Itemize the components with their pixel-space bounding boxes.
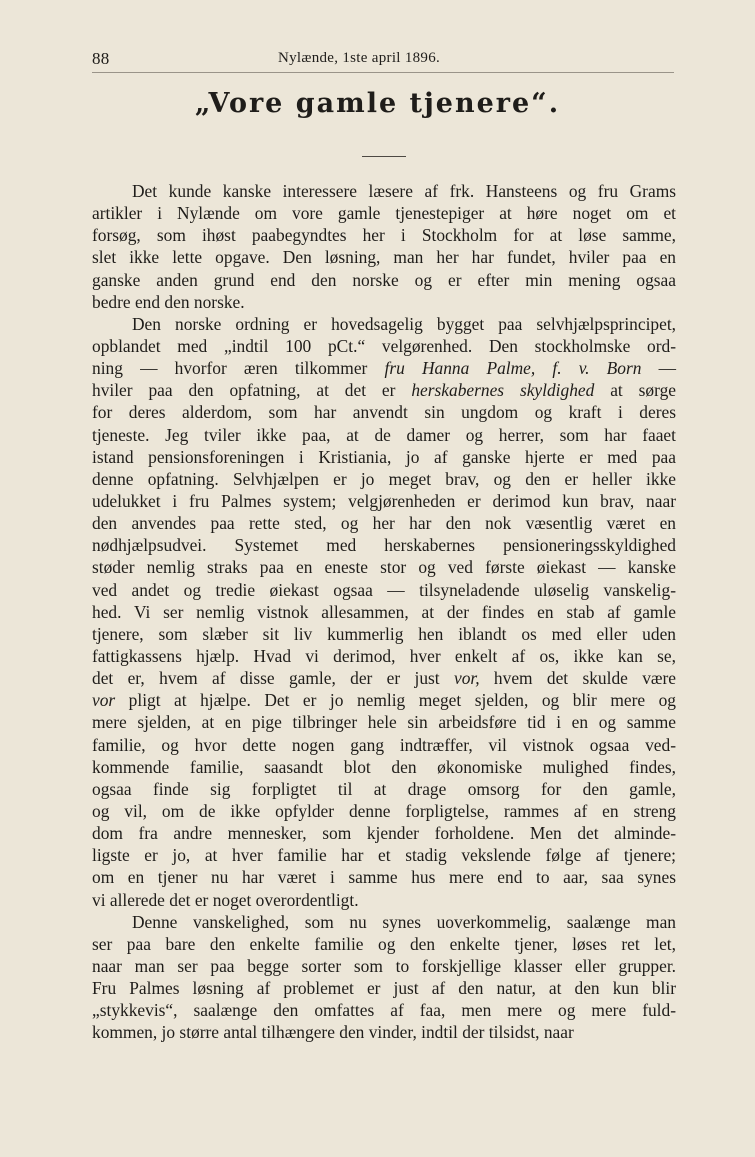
text-line: istand pensionsforeningen i Kristiania, jo af ganske hjerte er med paa — [92, 446, 676, 467]
text-line: vi allerede det er noget overordentligt. — [92, 889, 359, 910]
text-line: kommen, jo større antal tilhængere den vinder, indtil der tilsidst, naar — [92, 1022, 574, 1043]
text-line: forsøg, som ihøst paabegyndtes her i Stockholm for at løse samme, — [92, 225, 676, 246]
text-line: mere sjelden, at en pige tilbringer hele sin arbeidsføre tid i en og samme — [92, 712, 676, 733]
page-header — [92, 48, 674, 73]
text-line: udelukket i fru Palmes system; velgjørenheden er derimod kun brav, naar — [92, 490, 676, 511]
page-number: 88 — [92, 49, 110, 68]
text-line: fattigkassens hjælp. Hvad vi derimod, hver enkelt af os, ikke kan se, — [92, 645, 676, 666]
text-line: slet ikke lette opgave. Den løsning, man her har fundet, hviler paa en — [92, 247, 676, 268]
text-line: artikler i Nylænde om vore gamle tjenestepiger at høre noget om et — [92, 203, 676, 224]
emphasis: vor — [92, 690, 116, 711]
text-line: ganske anden grund end den norske og er efter min mening ogsaa — [92, 269, 676, 290]
text-line: ning — hvorfor æren tilkommer fru Hanna Palme, f. v. Born — — [92, 358, 676, 379]
text-line: vor pligt at hjælpe. Det er jo nemlig meget sjelden, og blir mere og — [92, 690, 676, 711]
text-line: denne opfatning. Selvhjælpen er jo meget brav, og den er heller ikke — [92, 468, 676, 489]
running-head: Nylænde, 1ste april 1896. — [278, 50, 441, 66]
text-line: hviler paa den opfatning, at det er herskabernes skyldighed at sørge — [92, 380, 676, 401]
text-line: om en tjener nu har været i samme hus mere end to aar, saa synes — [92, 867, 676, 888]
text-line: opblandet med „indtil 100 pCt.“ velgørenhed. Den stockholmske ord- — [92, 335, 676, 356]
text-line: ser paa bare den enkelte familie og den enkelte tjener, løses ret let, — [92, 933, 676, 954]
emphasis: herskabernes skyldighed — [411, 380, 595, 401]
text-line: tjenere, som slæber sit liv kummerlig hen iblandt os med eller uden — [92, 623, 676, 644]
emphasis: vor, — [453, 668, 480, 689]
text-line: og vil, om de ikke opfylder denne forpligtelse, rammes af en streng — [92, 800, 676, 821]
text-line: naar man ser paa begge sorter som to forskjellige klasser eller grupper. — [92, 955, 676, 976]
title-divider — [362, 156, 406, 157]
text-line: den anvendes paa rette sted, og her har den nok væsentlig været en — [92, 513, 676, 534]
text-line: Denne vanskelighed, som nu synes uoverkommelig, saalænge man — [132, 911, 676, 932]
text-line: hed. Vi ser nemlig vistnok allesammen, at der findes en stab af gamle — [92, 601, 676, 622]
text-line: tjeneste. Jeg tviler ikke paa, at de damer og herrer, som har faaet — [92, 424, 676, 445]
text-line: dom fra andre mennesker, som kjender forholdene. Men det alminde- — [92, 823, 676, 844]
article-title: „Vore gamle tjenere“. — [194, 88, 561, 119]
text-line: kommende familie, saasandt blot den økonomiske mulighed findes, — [92, 756, 676, 777]
text-line: „stykkevis“, saalænge den omfattes af faa, men mere og mere fuld- — [92, 1000, 676, 1021]
text-line: familie, og hvor dette nogen gang indtræffer, vil vistnok ogsaa ved- — [92, 734, 676, 755]
article-body — [92, 180, 676, 1043]
text-line: Fru Palmes løsning af problemet er just af den natur, at den kun blir — [92, 978, 676, 999]
text-line: Den norske ordning er hovedsagelig bygget paa selvhjælpsprincipet, — [132, 313, 676, 334]
text-line: ligste er jo, at hver familie har et stadig vekslende følge af tjenere; — [92, 845, 676, 866]
text-line: bedre end den norske. — [92, 291, 245, 312]
emphasis: fru Hanna Palme, f. v. Born — [384, 358, 642, 379]
text-line: for deres alderdom, som har anvendt sin ungdom og kraft i deres — [92, 402, 676, 423]
text-line: ved andet og tredie øiekast ogsaa — tilsyneladende uløselig vanskelig- — [92, 579, 676, 600]
text-line: det er, hvem af disse gamle, der er just vor, hvem det skulde være — [92, 668, 676, 689]
text-line: nødhjælpsudvei. Systemet med herskabernes pensioneringsskyldighed — [92, 535, 676, 556]
text-line: Det kunde kanske interessere læsere af frk. Hansteens og fru Grams — [132, 181, 676, 201]
text-line: ogsaa finde sig forpligtet til at drage omsorg for den gamle, — [92, 778, 676, 799]
text-line: støder nemlig straks paa en eneste stor og ved første øiekast — kanske — [92, 557, 676, 578]
